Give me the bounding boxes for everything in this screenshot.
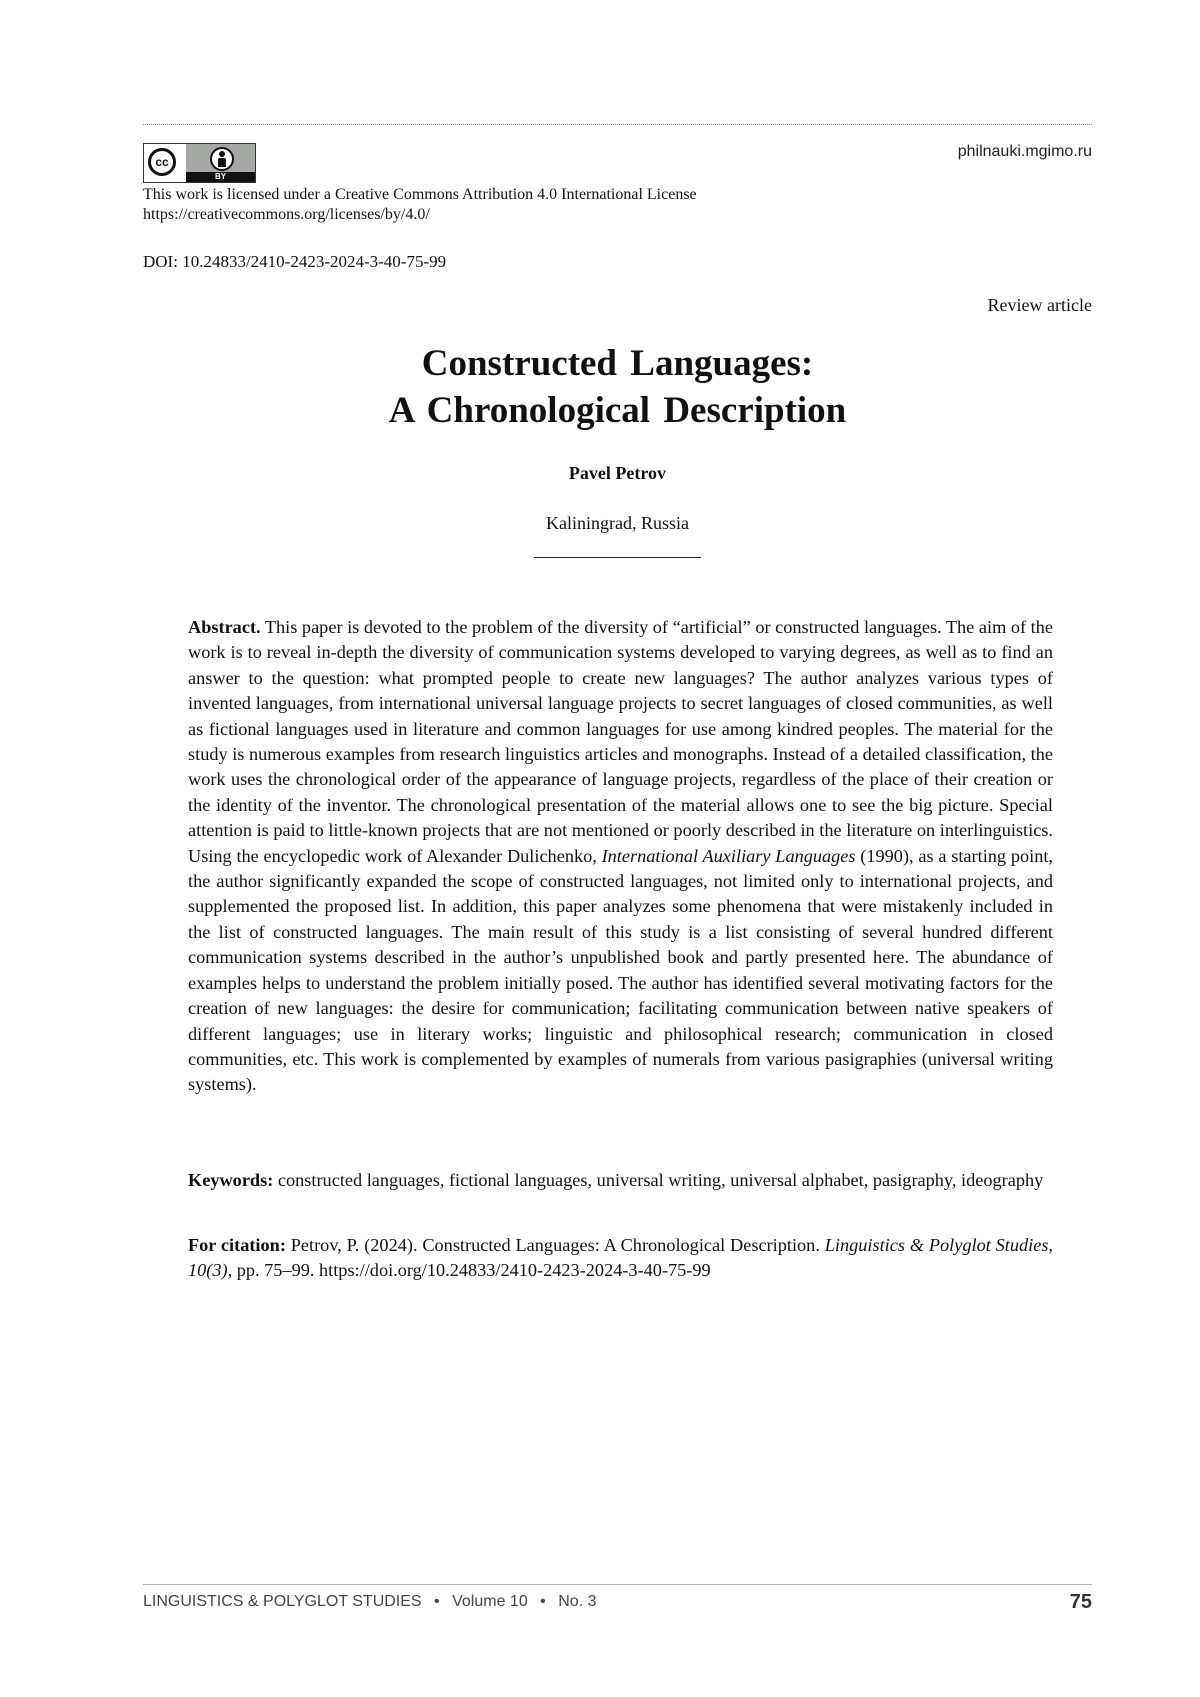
footer-separator: •: [540, 1593, 546, 1610]
title-line-1: Constructed Languages:: [421, 343, 814, 384]
footer-issue: No. 3: [558, 1593, 597, 1610]
abstract-text-2: (1990), as a starting point, the author significantly expanded the scope of constructed languages, not limited only to international projects, and supplemented the proposed list. In addition, this paper analyzes some phenomena that were mistakenly included in the list of constructed languages. The main result of this study is a list consisting of several hundred different communication systems described in the author’s unpublished book and partly presented here. The abundance of examples helps to understand the problem initially posed. The author has identified several motivating factors for the creation of new languages: the desire for communication; facilitating communication between native speakers of different languages; use in literary works; linguistic and philosophical research; communication in closed communities, etc. This work is complemented by examples of numerals from various pasigraphies (universal writing systems).: [188, 845, 1053, 1095]
footer-volume: Volume 10: [452, 1593, 528, 1610]
by-label: BY: [186, 172, 255, 182]
citation-text-1: Petrov, P. (2024). Constructed Languages: A Chronological Description.: [285, 1235, 825, 1255]
license-text: This work is licensed under a Creative Commons Attribution 4.0 International License: [143, 186, 697, 203]
abstract-label: Abstract.: [188, 617, 261, 637]
affiliation-rule: [534, 557, 701, 558]
cc-by-license-icon[interactable]: [143, 143, 256, 183]
header-rule: [143, 124, 1092, 125]
keywords: [188, 1168, 1053, 1193]
footer-journal-info: [143, 1593, 596, 1611]
abstract-text-1: This paper is devoted to the problem of the diversity of “artificial” or constructed languages. The aim of the work is to reveal in-depth the diversity of communication systems developed to varying degrees, as well as to find an answer to the question: what prompted people to create new languages? The author analyzes various types of invented languages, from international universal language projects to secret languages of closed communities, as well as fictional languages used in literature and common languages for use among kindred peoples. The material for the study is numerous examples from research linguistics articles and monographs. Instead of a detailed classification, the work uses the chronological order of the appearance of language projects, regardless of the place of their creation or the identity of the inventor. The chronological presentation of the material allows one to see the big picture. Special attention is paid to little-known projects that are not mentioned or poorly described in the literature on interlinguistics. Using the encyclopedic work of Alexander Dulichenko,: [188, 617, 1053, 866]
footer-separator: •: [434, 1593, 440, 1610]
cc-icon: cc: [148, 148, 176, 176]
footer-rule: [143, 1584, 1092, 1585]
keywords-label: Keywords:: [188, 1170, 274, 1190]
attribution-person-icon: [210, 147, 234, 171]
doi[interactable]: DOI: 10.24833/2410-2423-2024-3-40-75-99: [143, 252, 447, 271]
abstract: [188, 615, 1053, 1098]
cc-badge-left: [144, 144, 186, 182]
page-number: 75: [1069, 1591, 1092, 1613]
author-affiliation: Kaliningrad, Russia: [546, 513, 689, 533]
author-name: Pavel Petrov: [568, 463, 667, 483]
journal-website[interactable]: philnauki.mgimo.ru: [957, 143, 1092, 160]
license-notice: [143, 185, 697, 225]
citation-label: For citation:: [188, 1235, 286, 1255]
keywords-text: constructed languages, fictional languages, universal writing, universal alphabet, pasigraphy, ideography: [273, 1170, 1044, 1190]
citation-text-2: pp. 75–99. https://doi.org/10.24833/2410-2423-2024-3-40-75-99: [232, 1260, 711, 1281]
abstract-italic-title: International Auxiliary Languages: [601, 845, 856, 866]
citation-journal: Linguistics & Polyglot Studies, 10(3),: [188, 1235, 1054, 1281]
license-url[interactable]: https://creativecommons.org/licenses/by/4.0/: [143, 206, 430, 223]
article-title: [0, 340, 1200, 434]
article-type: Review article: [987, 295, 1092, 315]
citation: [188, 1233, 1053, 1284]
footer-journal-name: LINGUISTICS & POLYGLOT STUDIES: [143, 1593, 422, 1610]
title-line-2: A Chronological Description: [388, 390, 847, 431]
